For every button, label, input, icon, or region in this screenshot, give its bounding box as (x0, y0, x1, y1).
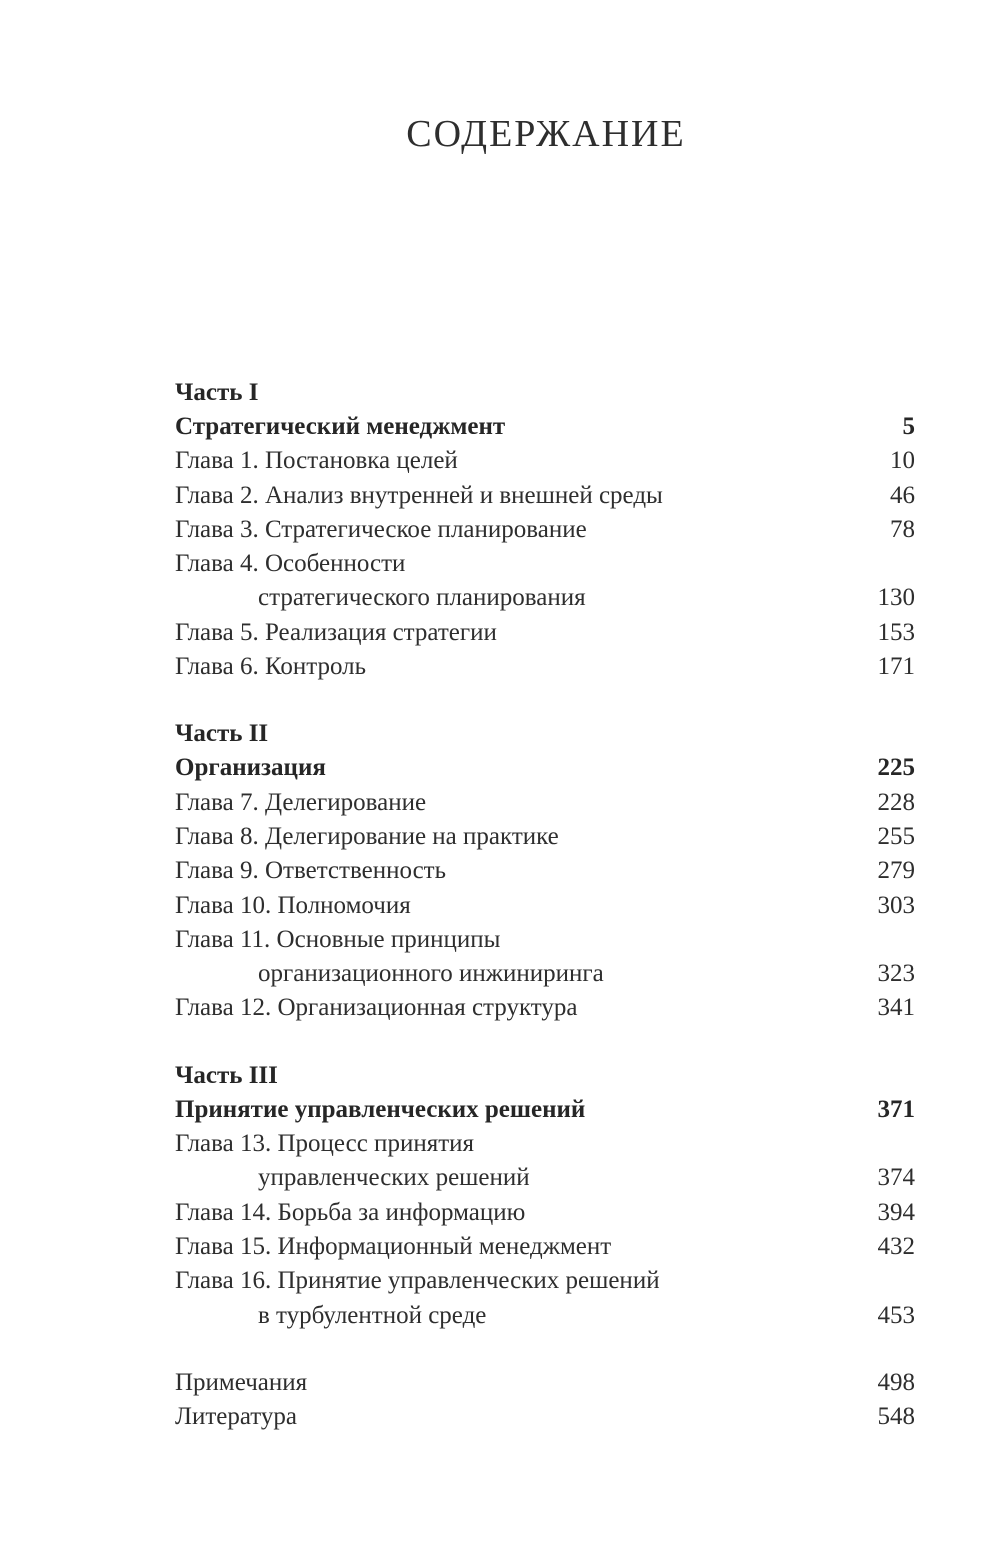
page-number: 498 (877, 1368, 915, 1396)
chapter-title: Глава 4. Особенности (175, 550, 406, 578)
page-number: 323 (877, 960, 915, 988)
part-label: Часть III (175, 1061, 278, 1089)
toc-chapter-row[interactable] (175, 1230, 915, 1264)
page-number: 78 (890, 515, 915, 543)
section-title: Стратегический менеджмент (175, 413, 506, 440)
toc-chapter-row[interactable] (175, 820, 915, 854)
toc-chapter-row[interactable] (175, 479, 915, 513)
page-number: 341 (877, 994, 915, 1022)
toc-notes-row[interactable] (175, 1366, 915, 1400)
page-number: 374 (877, 1164, 915, 1192)
table-of-contents (175, 376, 915, 1434)
page-number: 279 (877, 857, 915, 885)
page-number: 171 (877, 653, 915, 681)
chapter-title: Глава 15. Информационный менеджмент (175, 1232, 612, 1260)
page-number: 394 (877, 1198, 915, 1226)
toc-back-matter (175, 1366, 915, 1435)
toc-chapter-row[interactable] (175, 1196, 915, 1230)
section-title: Принятие управленческих решений (175, 1095, 586, 1123)
chapter-title-continuation: управленческих решений (258, 1164, 530, 1192)
toc-part-1 (175, 376, 915, 684)
toc-chapter-row[interactable] (175, 1264, 915, 1298)
toc-chapter-row[interactable] (175, 991, 915, 1025)
chapter-title: Глава 13. Процесс принятия (175, 1130, 474, 1158)
toc-chapter-row[interactable] (175, 650, 915, 684)
chapter-title: Глава 10. Полномочия (175, 891, 411, 919)
toc-literature-row[interactable] (175, 1400, 915, 1434)
part-label: Часть I (175, 379, 259, 406)
chapter-title-continuation: в турбулентной среде (258, 1301, 487, 1329)
toc-chapter-row[interactable] (175, 923, 915, 957)
toc-chapter-continuation[interactable] (175, 1161, 915, 1195)
chapter-title: Глава 14. Борьба за информацию (175, 1198, 526, 1226)
chapter-title: Глава 16. Принятие управленческих решений (175, 1267, 660, 1295)
chapter-title-continuation: стратегического планирования (258, 584, 586, 612)
page-number: 153 (877, 618, 915, 646)
page-number: 371 (877, 1095, 915, 1123)
chapter-title: Глава 5. Реализация стратегии (175, 618, 497, 646)
page-number: 228 (877, 788, 915, 816)
toc-chapter-row[interactable] (175, 547, 915, 581)
toc-section-row[interactable] (175, 410, 915, 444)
chapter-title: Глава 1. Постановка целей (175, 447, 458, 475)
toc-chapter-row[interactable] (175, 1127, 915, 1161)
toc-chapter-row[interactable] (175, 616, 915, 650)
toc-chapter-continuation[interactable] (175, 957, 915, 991)
page-title: СОДЕРЖАНИЕ (406, 113, 686, 155)
toc-part-3 (175, 1059, 915, 1333)
page-number: 453 (877, 1301, 915, 1329)
page-number: 10 (890, 447, 915, 475)
chapter-title: Глава 8. Делегирование на практике (175, 822, 559, 850)
chapter-title: Глава 6. Контроль (175, 653, 367, 681)
section-title: Организация (175, 754, 326, 782)
page-number: 548 (877, 1403, 915, 1431)
chapter-title-continuation: организационного инжиниринга (258, 960, 604, 988)
part-label: Часть II (175, 720, 269, 748)
toc-chapter-row[interactable] (175, 854, 915, 888)
page-number: 255 (877, 822, 915, 850)
notes-title: Примечания (175, 1368, 308, 1396)
page-number: 225 (877, 754, 915, 782)
toc-chapter-continuation[interactable] (175, 581, 915, 615)
chapter-title: Глава 2. Анализ внутренней и внешней среды (175, 481, 663, 509)
toc-chapter-row[interactable] (175, 786, 915, 820)
chapter-title: Глава 9. Ответственность (175, 857, 447, 885)
toc-chapter-row[interactable] (175, 889, 915, 923)
page-number: 303 (877, 891, 915, 919)
chapter-title: Глава 12. Организационная структура (175, 994, 578, 1022)
toc-chapter-row[interactable] (175, 444, 915, 478)
chapter-title: Глава 11. Основные принципы (175, 925, 501, 953)
toc-section-row[interactable] (175, 1093, 915, 1127)
toc-section-row[interactable] (175, 751, 915, 785)
page-number: 432 (877, 1232, 915, 1260)
literature-title: Литература (175, 1403, 297, 1431)
toc-chapter-row[interactable] (175, 513, 915, 547)
toc-part-2 (175, 717, 915, 1025)
toc-chapter-continuation[interactable] (175, 1299, 915, 1333)
page-number: 130 (877, 584, 915, 612)
chapter-title: Глава 7. Делегирование (175, 788, 427, 816)
page-number: 5 (902, 413, 915, 440)
page-number: 46 (890, 481, 915, 509)
chapter-title: Глава 3. Стратегическое планирование (175, 515, 587, 543)
